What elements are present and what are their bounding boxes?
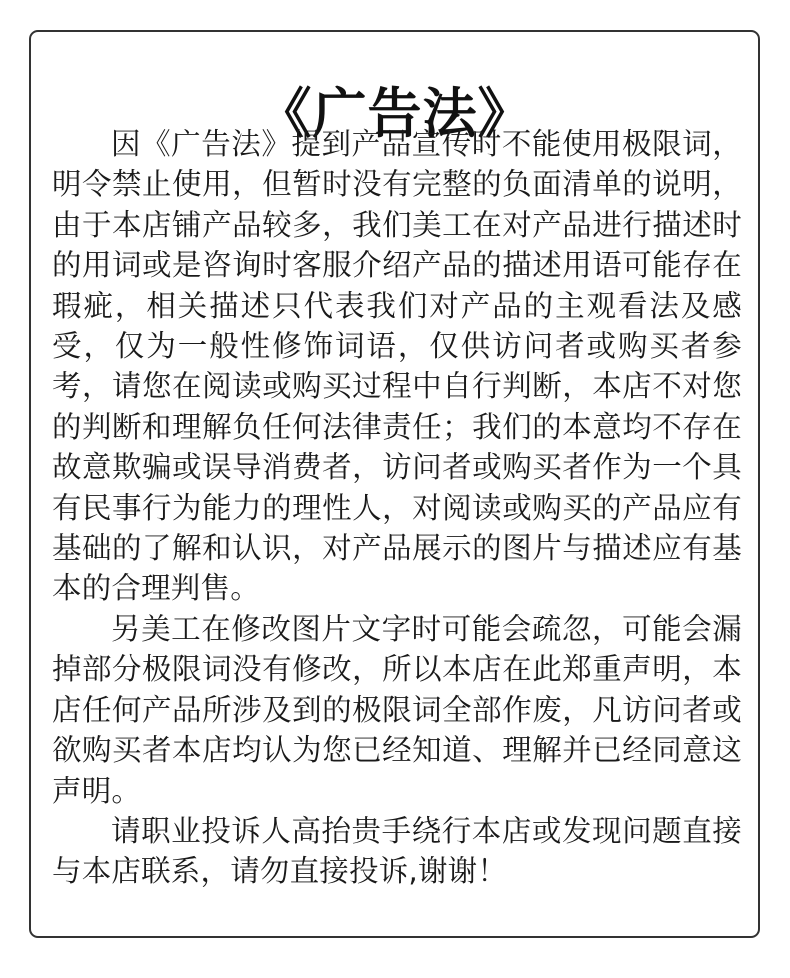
disclaimer-paragraph-3: 请职业投诉人高抬贵手绕行本店或发现问题直接与本店联系，请勿直接投诉,谢谢！	[52, 813, 742, 889]
notice-title: 《广告法》	[257, 82, 533, 146]
disclaimer-paragraph-1: 因《广告法》提到产品宣传时不能使用极限词，明令禁止使用，但暂时没有完整的负面清单的说明，由于本店铺产品较多，我们美工在对产品进行描述时的用词或是咨询时客服介绍产品的描述用语可能存在瑕疵，相关描述只代表我们对产品的主观看法及感受，仅为一般性修饰词语，仅供访问者或购买者参考，请您在阅读或购买过程中自行判断，本店不对您的判断和理解负任何法律责任；我们的本意均不存在故意欺骗或误导消费者，访问者或购买者作为一个具有民事行为能力的理性人，对阅读或购买的产品应有基础的了解和认识，对产品展示的图片与描述应有基本的合理判售。	[52, 127, 742, 606]
disclaimer-paragraph-2: 另美工在修改图片文字时可能会疏忽，可能会漏掉部分极限词没有修改，所以本店在此郑重声明，本店任何产品所涉及到的极限词全部作废，凡访问者或欲购买者本店均认为您已经知道、理解并已经同意这声明。	[52, 611, 742, 808]
notice-body	[52, 124, 742, 892]
